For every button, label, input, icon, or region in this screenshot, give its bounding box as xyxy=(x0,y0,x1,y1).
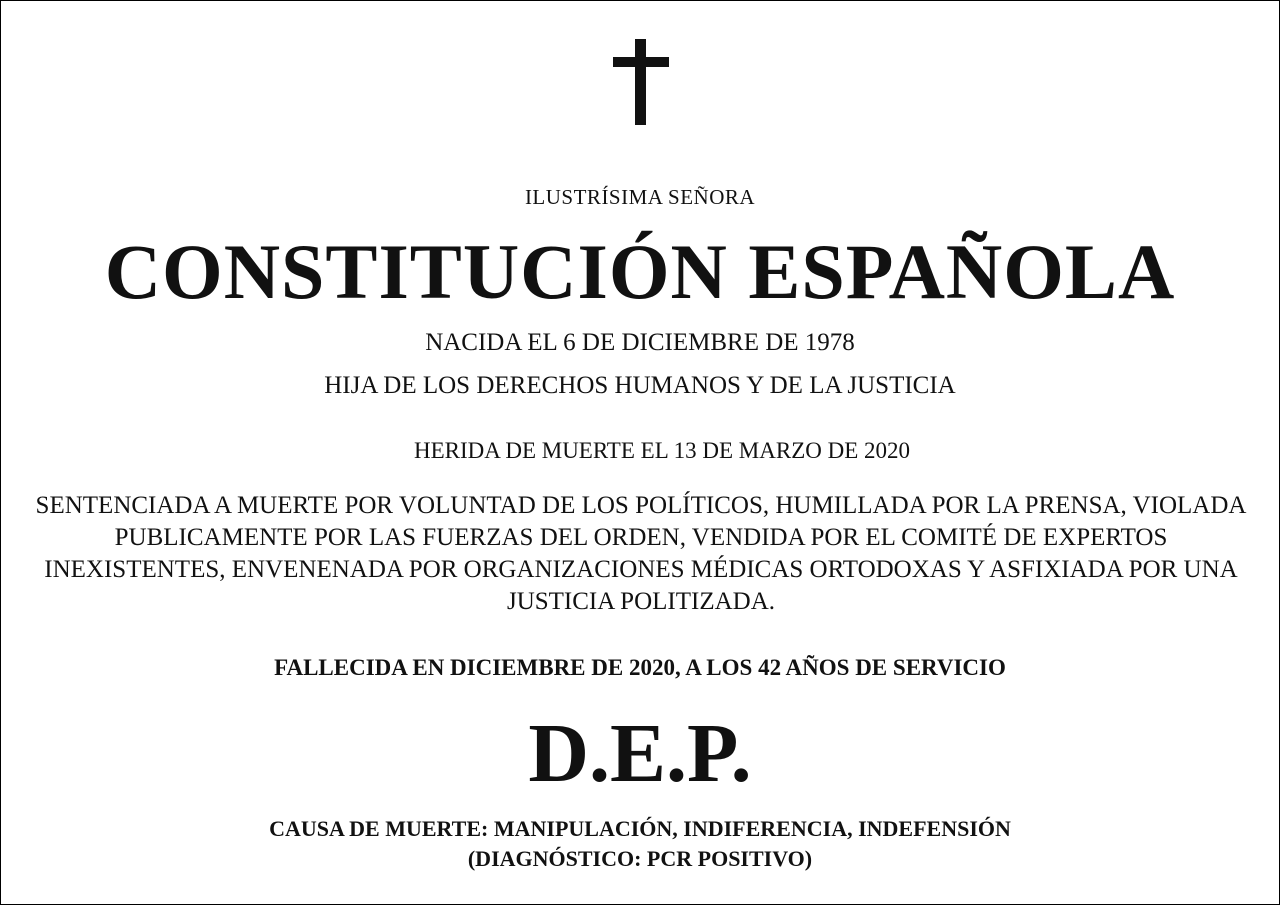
sentence-paragraph: SENTENCIADA A MUERTE POR VOLUNTAD DE LOS POLÍTICOS, HUMILLADA POR LA PRENSA, VIOLADA PUBLICAMENTE POR LAS FUERZAS DEL ORDEN, VENDIDA POR EL COMITÉ DE EXPERTOS INEXISTENTES, ENVENENADA POR ORGANIZACIONES MÉDICAS ORTODOXAS Y ASFIXIADA POR UNA JUSTICIA POLITIZADA. xyxy=(35,492,1247,615)
birth-date: NACIDA EL 6 DE DICIEMBRE DE 1978 xyxy=(425,329,855,356)
parentage: HIJA DE LOS DERECHOS HUMANOS Y DE LA JUSTICIA xyxy=(324,372,956,399)
cross-icon xyxy=(613,39,669,125)
cause-of-death: CAUSA DE MUERTE: MANIPULACIÓN, INDIFERENCIA, INDEFENSIÓN xyxy=(269,816,1011,841)
diagnosis: (DIAGNÓSTICO: PCR POSITIVO) xyxy=(467,846,813,871)
death-date: FALLECIDA EN DICIEMBRE DE 2020, A LOS 42 AÑOS DE SERVICIO xyxy=(274,655,1006,680)
wounded-date: HERIDA DE MUERTE EL 13 DE MARZO DE 2020 xyxy=(413,438,911,463)
rip-heading: D.E.P. xyxy=(528,707,752,800)
honorific: ILUSTRÍSIMA SEÑORA xyxy=(524,185,756,209)
deceased-name: CONSTITUCIÓN ESPAÑOLA xyxy=(104,228,1176,315)
